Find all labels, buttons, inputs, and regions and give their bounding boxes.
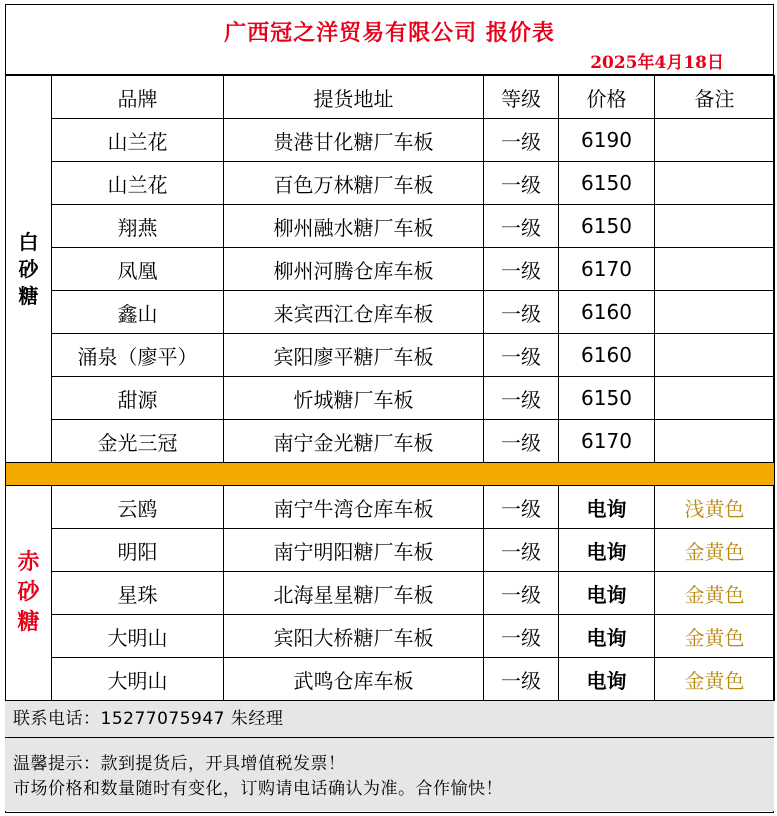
cell-brand: 大明山 [52,658,224,701]
sheet-date: 2025年4月18日 [590,53,724,73]
column-header-address: 提货地址 [224,76,484,119]
cell-price: 电询 [559,486,655,529]
category-char: 糖 [18,283,39,308]
table-row [6,658,775,701]
table-row [6,205,775,248]
cell-address: 宾阳廖平糖厂车板 [224,334,484,377]
cell-brand: 金光三冠 [52,420,224,463]
cell-note: 金黄色 [655,529,775,572]
category-char: 砂 [17,579,40,606]
cell-note [655,291,775,334]
cell-address: 南宁牛湾仓库车板 [224,486,484,529]
cell-grade: 一级 [484,420,559,463]
cell-price: 6170 [559,420,655,463]
cell-brand: 凤凰 [52,248,224,291]
cell-note [655,119,775,162]
cell-note: 金黄色 [655,615,775,658]
price-table [5,75,775,701]
cell-address: 宾阳大桥糖厂车板 [224,615,484,658]
category-char: 白 [18,229,39,254]
cell-brand: 大明山 [52,615,224,658]
cell-price: 电询 [559,572,655,615]
cell-brand: 甜源 [52,377,224,420]
cell-grade: 一级 [484,486,559,529]
cell-brand: 明阳 [52,529,224,572]
cell-address: 武鸣仓库车板 [224,658,484,701]
column-header-grade: 等级 [484,76,559,119]
table-row [6,377,775,420]
sheet-header [5,4,774,75]
cell-address: 柳州河腾仓库车板 [224,248,484,291]
tip-line: 温馨提示：款到提货后，开具增值税发票！ [13,754,346,774]
column-header-note: 备注 [655,76,775,119]
sheet-title: 广西冠之洋贸易有限公司 报价表 [224,20,555,46]
cell-grade: 一级 [484,248,559,291]
cell-brand: 鑫山 [52,291,224,334]
category-char: 赤 [17,549,40,576]
cell-brand: 山兰花 [52,162,224,205]
cell-grade: 一级 [484,162,559,205]
table-row [6,291,775,334]
category-white-sugar [6,76,52,463]
category-char: 砂 [18,256,39,281]
cell-address: 来宾西江仓库车板 [224,291,484,334]
cell-note [655,162,775,205]
cell-price: 6150 [559,377,655,420]
cell-address: 百色万林糖厂车板 [224,162,484,205]
table-row [6,572,775,615]
cell-price: 电询 [559,615,655,658]
table-row [6,162,775,205]
category-char: 糖 [17,608,40,635]
cell-note: 金黄色 [655,572,775,615]
cell-price: 电询 [559,529,655,572]
cell-brand: 涌泉（廖平） [52,334,224,377]
cell-price: 6150 [559,162,655,205]
cell-note: 浅黄色 [655,486,775,529]
table-row [6,486,775,529]
cell-brand: 翔燕 [52,205,224,248]
tips-box [5,738,774,811]
table-row [6,420,775,463]
cell-grade: 一级 [484,615,559,658]
cell-grade: 一级 [484,529,559,572]
table-row [6,248,775,291]
cell-note [655,248,775,291]
table-row [6,334,775,377]
cell-price: 电询 [559,658,655,701]
cell-address: 忻城糖厂车板 [224,377,484,420]
cell-address: 贵港甘化糖厂车板 [224,119,484,162]
cell-grade: 一级 [484,205,559,248]
cell-brand: 星珠 [52,572,224,615]
separator-bar [6,463,775,486]
cell-grade: 一级 [484,572,559,615]
cell-note [655,377,775,420]
table-row [6,119,775,162]
cell-note [655,334,775,377]
price-table-body [6,76,775,701]
table-header-row [6,76,775,119]
cell-note [655,205,775,248]
tip-line: 市场价格和数量随时有变化，订购请电话确认为准。合作愉快！ [13,779,503,799]
cell-address: 北海星星糖厂车板 [224,572,484,615]
cell-price: 6160 [559,291,655,334]
cell-grade: 一级 [484,658,559,701]
category-red-sugar [6,486,52,701]
contact-line: 联系电话：15277075947 朱经理 [5,700,774,738]
cell-grade: 一级 [484,377,559,420]
cell-price: 6170 [559,248,655,291]
cell-grade: 一级 [484,119,559,162]
section-separator [6,463,775,486]
cell-price: 6190 [559,119,655,162]
cell-grade: 一级 [484,334,559,377]
cell-brand: 云鸥 [52,486,224,529]
cell-price: 6160 [559,334,655,377]
column-header-brand: 品牌 [52,76,224,119]
cell-note [655,420,775,463]
cell-address: 柳州融水糖厂车板 [224,205,484,248]
column-header-price: 价格 [559,76,655,119]
price-sheet [5,4,774,813]
cell-address: 南宁金光糖厂车板 [224,420,484,463]
cell-note: 金黄色 [655,658,775,701]
table-row [6,615,775,658]
table-row [6,529,775,572]
cell-address: 南宁明阳糖厂车板 [224,529,484,572]
cell-brand: 山兰花 [52,119,224,162]
cell-price: 6150 [559,205,655,248]
cell-grade: 一级 [484,291,559,334]
